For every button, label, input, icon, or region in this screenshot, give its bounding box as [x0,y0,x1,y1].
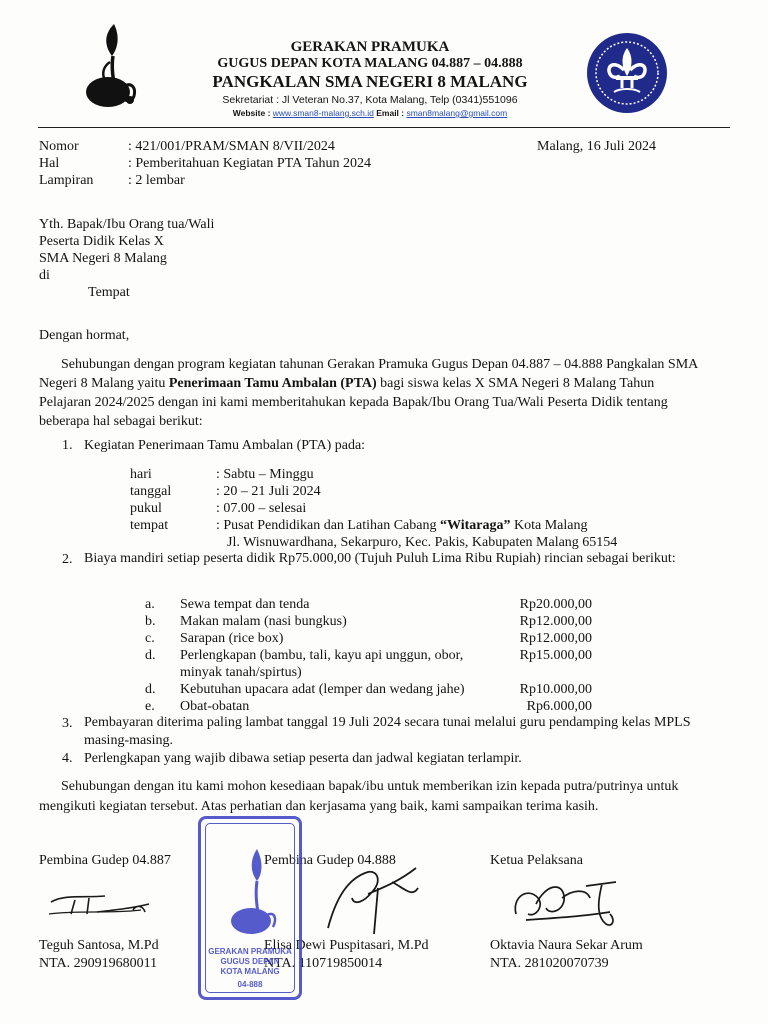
cost-b-letter: b. [145,614,156,629]
recipient-line3: SMA Negeri 8 Malang [39,251,167,266]
detail-tempat-label: tempat [130,518,169,533]
official-stamp [198,816,302,1000]
signer2-name: Elisa Dewi Puspitasari, M.Pd [264,938,429,953]
salutation: Dengan hormat, [39,328,130,343]
cost-c-desc: Sarapan (rice box) [180,631,284,646]
intro-text-2: bagi siswa kelas X SMA Negeri 8 Malang Tahun Pelajaran 2024/2025 dengan ini kami memberitahukan kepada Bapak/Ibu Orang Tua/Wali Peserta Didik tentang beberapa hal sebagai berikut: [39,376,668,429]
email-label: Email : [373,108,407,118]
recipient-line1: Yth. Bapak/Ibu Orang tua/Wali [39,217,215,232]
cost-a-amount: Rp20.000,00 [519,597,592,612]
lampiran-value: : 2 lembar [128,173,185,188]
hal-value: : Pemberitahuan Kegiatan PTA Tahun 2024 [128,156,371,171]
stamp-line1: GERAKAN PRAMUKA [208,947,292,956]
cost-a-letter: a. [145,597,155,612]
signer2-signature [308,858,428,938]
signer3-title: Ketua Pelaksana [490,853,583,868]
cost-f-amount: Rp6.000,00 [526,699,592,714]
recipient-line4: di [39,268,50,283]
closing-paragraph: Sehubungan dengan itu kami mohon kesediaan bapak/ibu untuk memberikan izin kepada putra/putrinya untuk mengikuti kegiatan tersebut. Atas perhatian dan kerjasama yang baik, kami sampaikan terima kasih. [39,779,679,814]
cost-d-desc: Perlengkapan (bambu, tali, kayu api unggun, obor, [180,648,464,663]
cost-a-desc: Sewa tempat dan tenda [180,597,310,612]
item2-number: 2. [62,552,73,567]
stamp-line4: 04-888 [237,980,263,989]
item4-text: Perlengkapan yang wajib dibawa setiap peserta dan jadwal kegiatan terlampir. [84,751,522,766]
item2-text: Biaya mandiri setiap peserta didik Rp75.000,00 (Tujuh Puluh Lima Ribu Rupiah) rincian sebagai berikut: [84,551,676,566]
item4-number: 4. [62,751,73,766]
intro-bold: Penerimaan Tamu Ambalan (PTA) [168,376,377,391]
signer1-name: Teguh Santosa, M.Pd [39,938,159,953]
signer1-title: Pembina Gudep 04.887 [39,853,171,868]
cost-d-amount: Rp15.000,00 [519,648,592,663]
org-name-line1: GERAKAN PRAMUKA [290,39,450,55]
detail-hari-label: hari [130,467,152,482]
intro-text-1: Sehubungan dengan program kegiatan tahunan Gerakan Pramuka Gugus Depan 04.887 – 04.888 Pangkalan SMA Negeri 8 Malang yaitu [39,357,698,391]
item3-number: 3. [62,716,73,731]
cost-c-amount: Rp12.000,00 [519,631,592,646]
detail-pukul-label: pukul [130,501,162,516]
stamp-line2: GUGUS DEPAN [220,957,280,966]
signer2-title: Pembina Gudep 04.888 [264,853,396,868]
detail-tanggal-label: tanggal [130,484,172,499]
signer1-nta: NTA. 290919680011 [39,956,158,971]
scout-emblem [586,32,668,114]
signer3-name: Oktavia Naura Sekar Arum [490,938,643,953]
cost-c-letter: c. [145,631,155,646]
cost-f-desc: Obat-obatan [180,699,250,714]
detail-tempat-address: Jl. Wisnuwardhana, Sekarpuro, Kec. Pakis, Kabupaten Malang 65154 [227,535,618,550]
tempat-text-2: Kota Malang [510,518,588,533]
tunas-kelapa-icon [80,22,140,114]
contact-line [150,108,590,119]
stamp-tunas-icon [227,845,279,945]
cost-e-letter: d. [145,682,156,697]
website-link[interactable]: www.sman8-malang.sch.id [272,108,374,118]
detail-hari-value: : Sabtu – Minggu [216,467,314,482]
cost-e-desc: Kebutuhan upacara adat (lemper dan wedang jahe) [180,682,465,697]
intro-paragraph [39,355,704,431]
secretariat-address: Sekretariat : Jl Veteran No.37, Kota Malang, Telp (0341)551096 [222,94,518,106]
letter-date: Malang, 16 Juli 2024 [537,139,656,154]
org-name-line2: GUGUS DEPAN KOTA MALANG 04.887 – 04.888 [217,56,523,71]
signer3-signature [506,874,621,934]
tempat-bold: “Witaraga” [439,518,511,533]
stamp-line3: KOTA MALANG [220,967,280,976]
signer1-signature [45,884,155,924]
item1-text: Kegiatan Penerimaan Tamu Ambalan (PTA) pada: [84,438,366,453]
cost-d-desc-line2: minyak tanah/spirtus) [180,665,302,680]
lampiran-label: Lampiran [39,173,94,188]
nomor-value: : 421/001/PRAM/SMAN 8/VII/2024 [128,139,335,154]
cost-d-letter: d. [145,648,156,663]
website-label: Website : [232,108,273,118]
header-divider [38,127,730,128]
hal-label: Hal [39,156,60,171]
fleur-de-lis-icon [586,32,668,114]
detail-pukul-value: : 07.00 – selesai [216,501,307,516]
signer2-nta: NTA. 110719850014 [264,956,383,971]
item1-number: 1. [62,438,73,453]
email-link[interactable]: sman8malang@gmail.com [406,108,508,118]
signer3-nta: NTA. 281020070739 [490,956,609,971]
recipient-place: Tempat [88,285,130,300]
tunas-kelapa-logo [80,22,140,114]
cost-b-desc: Makan malam (nasi bungkus) [180,614,347,629]
item3-text: Pembayaran diterima paling lambat tanggal 19 Juli 2024 secara tunai melalui guru pendamping kelas MPLS masing-masing. [84,715,691,748]
recipient-line2: Peserta Didik Kelas X [39,234,164,249]
cost-b-amount: Rp12.000,00 [519,614,592,629]
tempat-text-1: : Pusat Pendidikan dan Latihan Cabang [216,518,440,533]
detail-tanggal-value: : 20 – 21 Juli 2024 [216,484,321,499]
nomor-label: Nomor [39,139,79,154]
cost-f-letter: e. [145,699,155,714]
org-name-line3: PANGKALAN SMA NEGERI 8 MALANG [212,72,528,91]
detail-tempat-value [216,517,587,534]
cost-e-amount: Rp10.000,00 [519,682,592,697]
